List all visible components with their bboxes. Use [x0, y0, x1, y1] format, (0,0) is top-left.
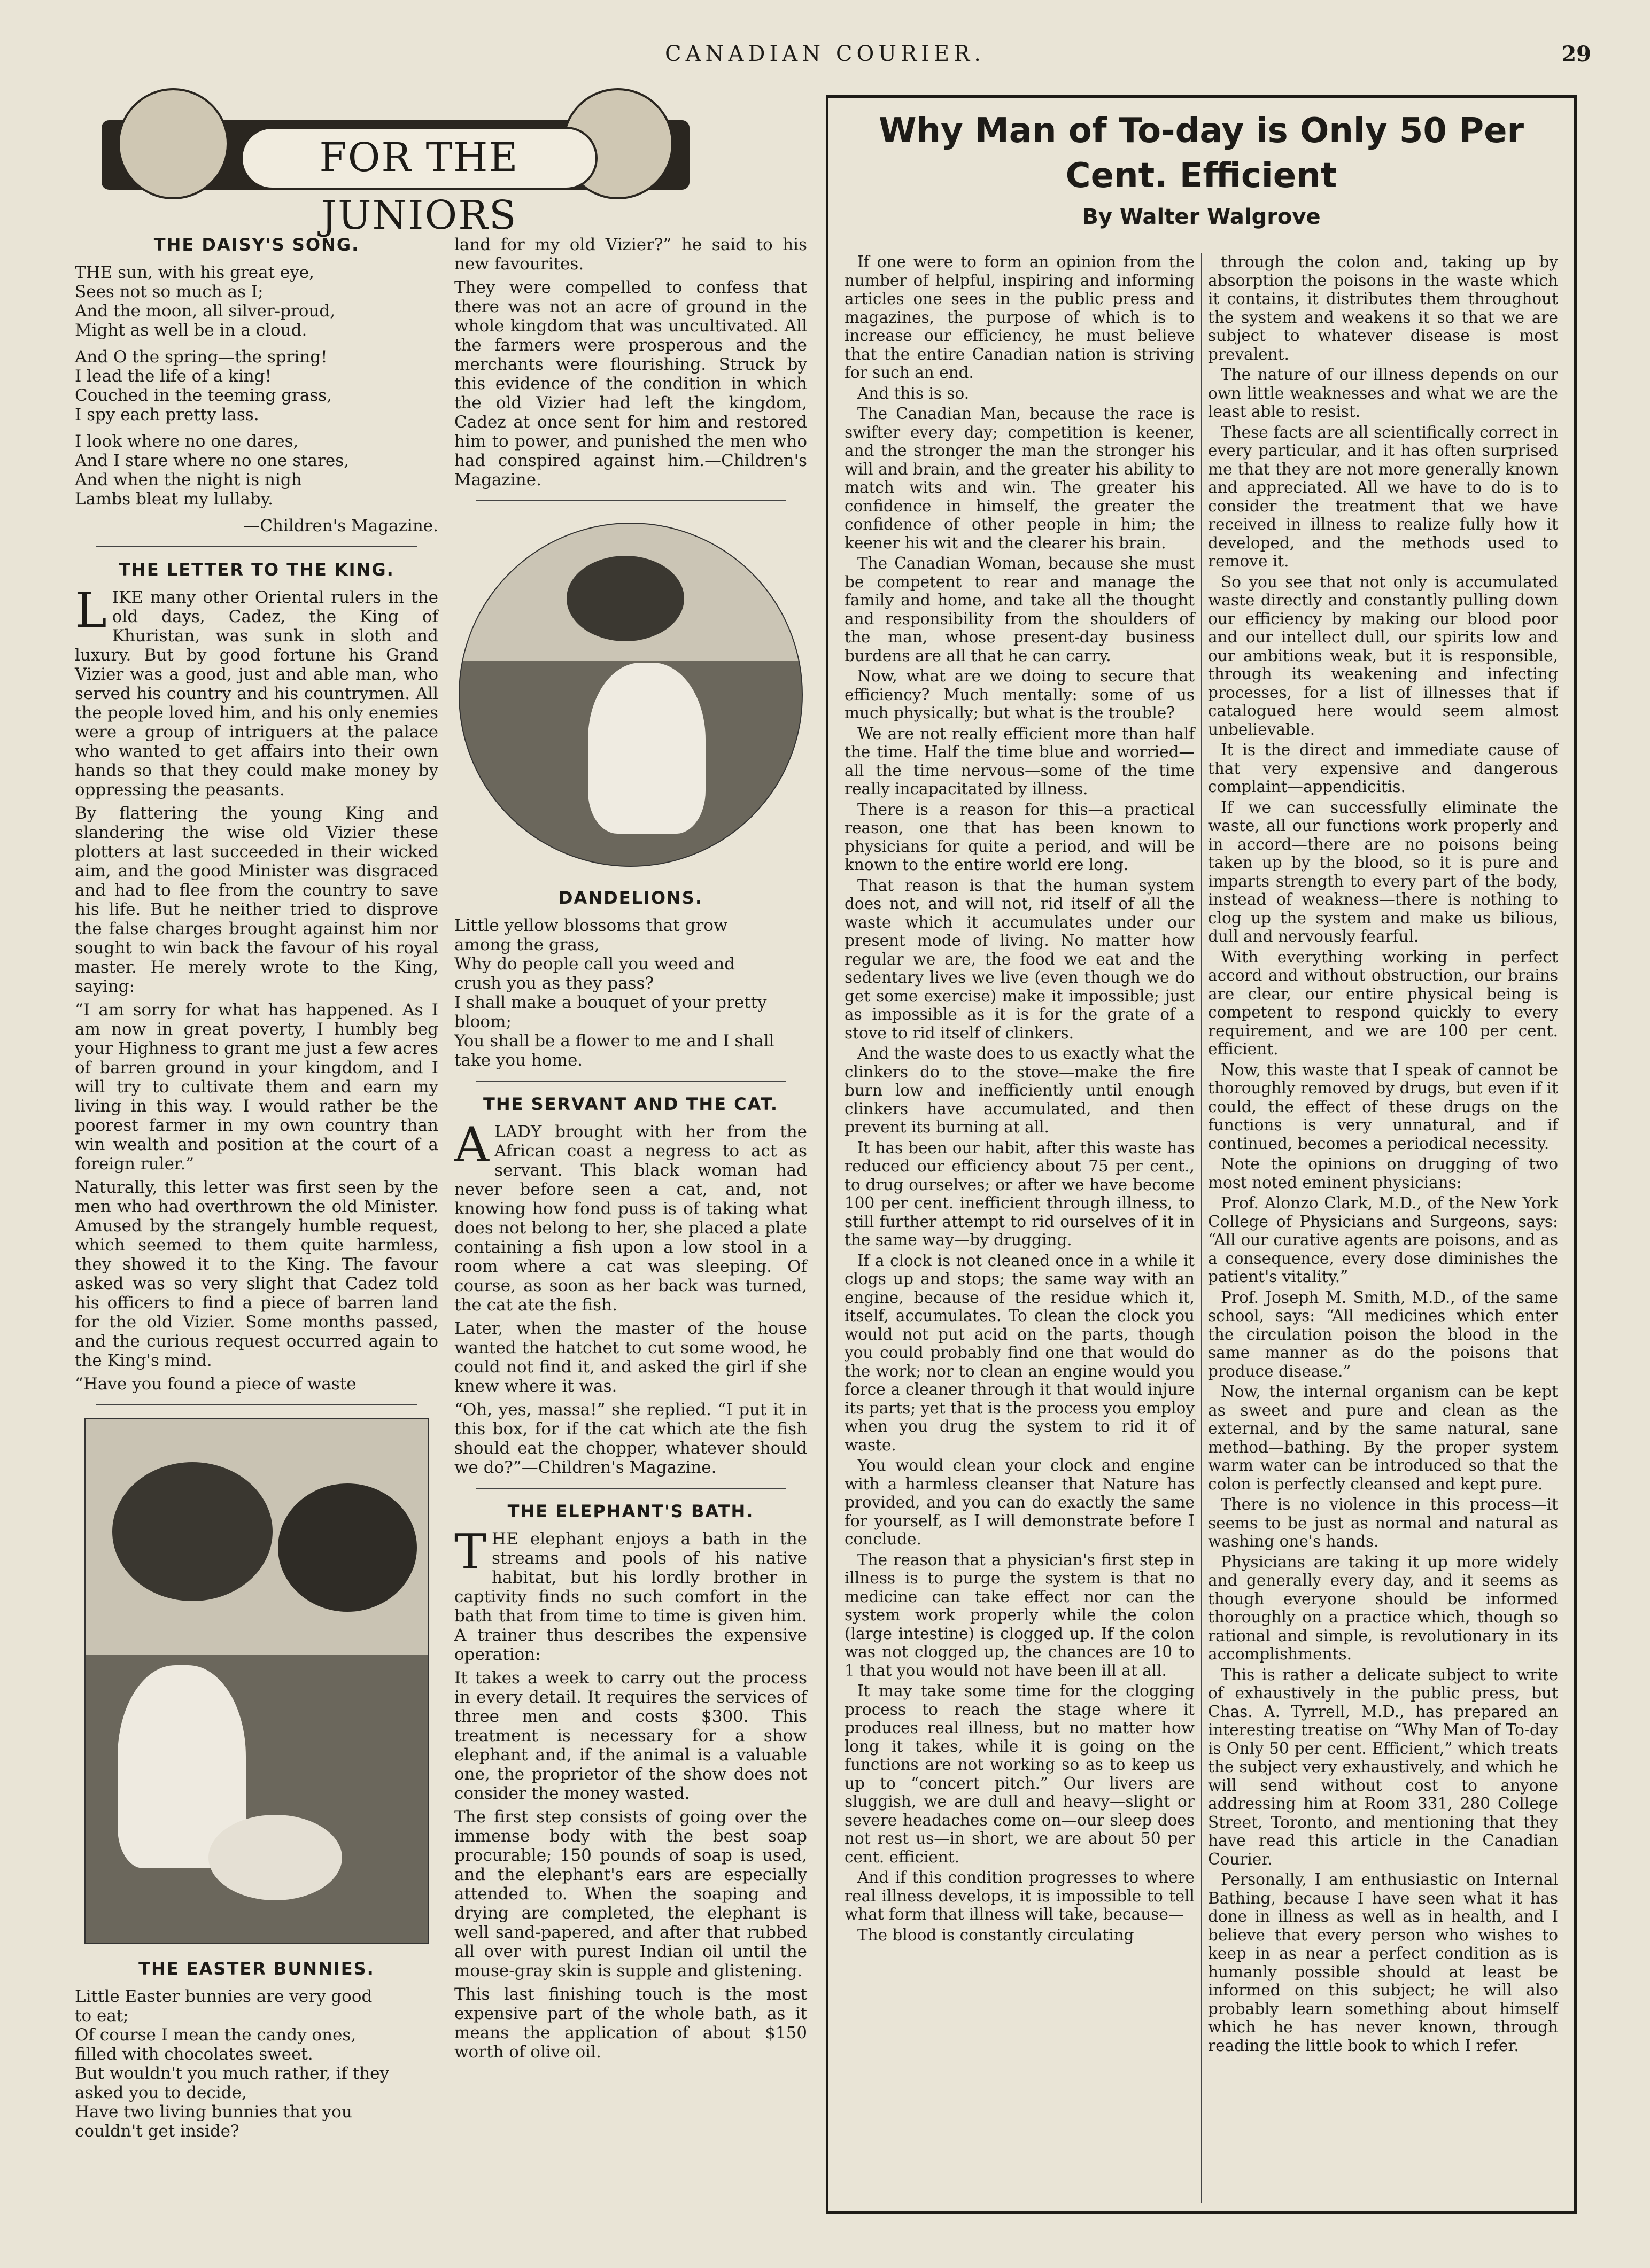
article-paragraph: With everything working in perfect accord and without obstruction, our brains are clear, our entire physical being is competent to respond quickly to every requirement, and we are 100 per cent. efficient. — [1208, 947, 1558, 1058]
article-paragraph: If we can successfully eliminate the waste, all our functions work properly and in accord—there are no poisons being taken up by the blood, so it is pure and imparts strength to every part of the body, instead of weakness—there is nothing to clog up the system and make us bilious, dull and nervously fearful. — [1208, 798, 1558, 945]
bunnies-title: THE EASTER BUNNIES. — [138, 1959, 375, 1979]
article-paragraph: The reason that a physician's first step in illness is to purge the system is that no medicine can take effect nor can the system work properly while the colon (large intestine) is clogged up. If the colon was not clogged up, the chances are 10 to 1 that you would not have been ill at all. — [845, 1550, 1195, 1680]
article-paragraph: These facts are all scientifically correct in every particular, and it has often surprised me that they are not more generally known and appreciated. All we have to do is to consider the treatment that we have received in illness to realize fully how it developed, and the methods used to remove it. — [1208, 423, 1558, 570]
article-paragraph: The Canadian Woman, because she must be competent to rear and manage the family and home, and take all the thought and responsibility from the shoulders of the man, whose present-day business burdens are all that he can carry. — [845, 554, 1195, 665]
juniors-banner — [80, 83, 711, 238]
efficiency-article — [826, 95, 1577, 2214]
divider — [476, 1488, 786, 1489]
daisy-stanza-2: And O the spring—the spring! I lead the life of a king! Couched in the teeming grass, I spy each pretty lass. — [75, 347, 332, 424]
article-paragraph: It is the direct and immediate cause of that very expensive and dangerous complaint—appendicitis. — [1208, 741, 1558, 796]
girl-illustration-left — [118, 88, 229, 199]
article-paragraph: There is no violence in this process—it seems to be just as normal and natural as washing one's hands. — [1208, 1495, 1558, 1550]
servant-paragraph: ALADY brought with her from the African coast a negress to act as servant. This black woman had never before seen a cat, and, not knowing how fond puss is of taking what does not belong to her, she placed a plate containing a fish upon a low stool in a room where a cat was sleeping. Of course, as soon as her back was turned, the cat ate the fish. — [454, 1117, 807, 1315]
article-paragraph: Prof. Joseph M. Smith, M.D., of the same school, says: “All medicines which enter the circulation poison the blood in the same manner as do the poisons that produce disease.” — [1208, 1288, 1558, 1380]
elephant-paragraph: The first step consists of going over the immense body with the best soap procurable; 150 pounds of soap is used, and the elephant's ears are especially attended to. When the soaping and drying are completed, the elephant is well sand-papered, and after that rubbed all over with purest Indian oil until the mouse-gray skin is supple and glistening. — [454, 1807, 807, 1980]
daisy-stanza-1: THE sun, with his great eye, Sees not so much as I; And the moon, all silver-proud, Might as well be in a cloud. — [75, 263, 336, 340]
column-1 — [75, 235, 438, 2148]
article-paragraph: It has been our habit, after this waste has reduced our efficiency about 75 per cent., to drug ourselves; or after we have become 100 per cent. inefficient through illness, to still further attempt to rid ourselves of it in the same way—by drugging. — [845, 1138, 1195, 1249]
dandelions-title: DANDELIONS. — [558, 888, 703, 908]
page-header — [0, 42, 1650, 74]
article-paragraph: And the waste does to us exactly what the clinkers do to the stove—make the fire burn low and inefficiently until enough clinkers have accumulated, and then prevent its burning at all. — [845, 1044, 1195, 1136]
article-byline: By Walter Walgrove — [1082, 205, 1321, 229]
bunnies-poem: Little Easter bunnies are very good to eat; Of course I mean the candy ones, filled with chocolates sweet. But wouldn't you much rather, if they asked you to decide, Have two living bunnies that you couldn't get inside? — [75, 1987, 390, 2141]
servant-title: THE SERVANT AND THE CAT. — [483, 1094, 778, 1114]
article-paragraph: And if this condition progresses to where real illness develops, it is impossible to tell what form that illness will take, because— — [845, 1868, 1195, 1923]
letter-paragraph: They were compelled to confess that there was not an acre of ground in the whole kingdom that was uncultivated. All the farmers were prosperous and the merchants were flourishing. Struck by this evidence of the condition in which the old Vizier had left the kingdom, Cadez at once sent for him and restored him to power, and punished the men who had conspired against him.—Children's Magazine. — [454, 278, 807, 490]
letter-title: THE LETTER TO THE KING. — [119, 560, 394, 580]
article-paragraph: So you see that not only is accumulated waste directly and constantly pulling down our efficiency by making our blood poor and our intellect dull, our spirits low and our ambitions weak, but it is responsible, through its weakening and infecting processes, for a list of illnesses that if catalogued here would seem almost unbelievable. — [1208, 572, 1558, 739]
article-paragraph: That reason is that the human system does not, and will not, rid itself of all the waste which it accumulates under our present mode of living. No matter how regular we are, the food we eat and the sedentary lives we live (even though we do get some exercise) make it impossible; just as impossible as it is for the grate of a stove to rid itself of clinkers. — [845, 876, 1195, 1042]
article-paragraph: You would clean your clock and engine with a harmless cleanser that Nature has provided, and you can do exactly the same for yourself, as I will demonstrate before I conclude. — [845, 1456, 1195, 1548]
column-2 — [454, 235, 807, 2066]
easter-photo — [84, 1418, 429, 1944]
article-paragraph: Personally, I am enthusiastic on Internal Bathing, because I have seen what it has done in illness as well as in health, and I believe that every person who wishes to keep in as near a perfect condition as is humanly possible should at least be informed on this subject; he will also probably learn something about himself which he has never known, through reading the little book to which I refer. — [1208, 1870, 1558, 2055]
divider — [96, 1404, 417, 1405]
daisy-stanza-3: I look where no one dares, And I stare where no one stares, And when the night is nigh Lambs bleat my lullaby. — [75, 432, 349, 509]
article-paragraph: The Canadian Man, because the race is swifter every day; competition is keener, and the stronger the man the stronger his will and brain, and the greater his ability to match wits and win. The greater his confidence in himself, the greater the confidence of other people in him; the keener his wit and the clearer his brain. — [845, 405, 1195, 552]
article-paragraph: If one were to form an opinion from the number of helpful, inspiring and informing articles one sees in the public press and magazines, the purpose of which is to increase our efficiency, he must believe that the entire Canadian nation is striving for such an end. — [845, 253, 1195, 382]
article-paragraph: If a clock is not cleaned once in a while it clogs up and stops; the same way with an engine, because of the residue which it, itself, accumulates. To clean the clock you would not put acid on the parts, though you could probably find one that would do the work; nor to clean an engine would you force a cleaner through it that would injure its parts; yet that is the process you employ when you drug the system to rid it of waste. — [845, 1251, 1195, 1454]
article-paragraph: Prof. Alonzo Clark, M.D., of the New York College of Physicians and Surgeons, says: “All our curative agents are poisons, and as a consequence, every dose diminishes the patient's vitality.” — [1208, 1194, 1558, 1286]
divider — [96, 546, 417, 547]
daisy-title: THE DAISY'S SONG. — [153, 235, 360, 255]
letter-paragraph: land for my old Vizier?” he said to his new favourites. — [454, 235, 807, 274]
article-title: Why Man of To-day is Only 50 Per Cent. Efficient — [878, 111, 1524, 196]
letter-paragraph: Naturally, this letter was first seen by the men who had overthrown the old Minister. Amused by the strangely humble request, which seemed to them quite harmless, they showed it to the King. The favour asked was so very slight that Cadez told his officers to find a piece of barren land for the old Vizier. Some months passed, and the curious request occurred again to the King's mind. — [75, 1178, 438, 1370]
elephant-paragraph: THE elephant enjoys a bath in the streams and pools of his native habitat, but his lordly brother in captivity finds no such comfort in the bath that from time to time is given him. A trainer thus describes the expensive operation: — [454, 1524, 807, 1664]
dandelions-poem: Little yellow blossoms that grow among the grass, Why do people call you weed and crush you as they pass? I shall make a bouquet of your pretty bloom; You shall be a flower to me and I shall take you home. — [454, 916, 774, 1070]
column-rule — [1201, 253, 1202, 2203]
article-paragraph: The blood is constantly circulating — [857, 1925, 1134, 1944]
servant-paragraph: Later, when the master of the house wanted the hatchet to cut some wood, he could not find it, and asked the girl if she knew where it was. — [454, 1319, 807, 1396]
article-paragraph: Now, this waste that I speak of cannot be thoroughly removed by drugs, but even if it could, the effect of these drugs on the functions is very unnatural, and if continued, becomes a periodical necessity. — [1208, 1060, 1558, 1153]
servant-paragraph: “Oh, yes, massa!” she replied. “I put it in this box, for if the cat which ate the fish should eat the chopper, whatever should we do?”—Children's Magazine. — [454, 1400, 807, 1477]
article-paragraph: Now, what are we doing to secure that efficiency? Much mentally: some of us much physically; but what is the trouble? — [845, 667, 1195, 722]
dandelion-photo — [459, 523, 803, 867]
divider — [476, 500, 786, 501]
article-paragraph: The nature of our illness depends on our own little weaknesses and what we are the least able to resist. — [1208, 366, 1558, 421]
article-paragraph: We are not really efficient more than half the time. Half the time blue and worried—all the time nervous—some of the time really incapacitated by illness. — [845, 724, 1195, 798]
page-number: 29 — [1561, 42, 1591, 67]
article-column-right — [1208, 253, 1558, 2057]
elephant-title: THE ELEPHANT'S BATH. — [507, 1501, 754, 1521]
article-paragraph: There is a reason for this—a practical reason, one that has been known to physicians for quite a period, and will be known to the entire world ere long. — [845, 800, 1195, 874]
letter-paragraph: “Have you found a piece of waste — [75, 1374, 357, 1394]
article-paragraph: Now, the internal organism can be kept as sweet and pure and clean as the external, and by the same natural, sane method—bathing. By the proper system warm water can be introduced so that the colon is perfectly cleansed and kept pure. — [1208, 1382, 1558, 1493]
article-paragraph: This is rather a delicate subject to write of exhaustively in the public press, but Chas. A. Tyrrell, M.D., has prepared an interesting treatise on “Why Man of To-day is Only 50 per cent. Efficient,” which treats the subject very exhaustively, and which he will send without cost to anyone addressing him at Room 331, 280 College Street, Toronto, and mentioning that they have read this article in the Canadian Courier. — [1208, 1665, 1558, 1868]
article-paragraph: Note the opinions on drugging of two most noted eminent physicians: — [1208, 1155, 1558, 1192]
letter-paragraph: By flattering the young King and slandering the wise old Vizier these plotters at last succeeded in their wicked aim, and the good Minister was disgraced and had to flee from the country to save his life. But he neither tried to disprove the false charges brought against him nor sought to win back the favour of his royal master. He merely wrote to the King, saying: — [75, 804, 438, 996]
article-paragraph: It may take some time for the clogging process to reach the stage where it produces real illness, but no matter how long it takes, while it is going on the functions are not working so as to keep us up to “concert pitch.” Our livers are sluggish, we are dull and heavy—slight or severe headaches come on—our sleep does not rest us—in short, we are about 50 per cent. efficient. — [845, 1682, 1195, 1866]
letter-paragraph: “I am sorry for what has happened. As I am now in great poverty, I humbly beg your Highness to grant me just a few acres of barren ground in your kingdom, and I will try to cultivate them and earn my living in this way. I would rather be the poorest farmer in my own country than win wealth and position at the court of a foreign ruler.” — [75, 1000, 438, 1174]
article-paragraph: And this is so. — [857, 384, 970, 402]
article-paragraph: Physicians are taking it up more widely and generally every day, and it seems as though everyone should be informed thoroughly on a practice which, though so rational and simple, is revolutionary in its accomplishments. — [1208, 1552, 1558, 1663]
article-paragraph: through the colon and, taking up by absorption the poisons in the waste which it contains, it distributes them throughout the system and weakens it so that we are subject to whatever disease is most prevalent. — [1208, 253, 1558, 363]
banner-title: FOR THE JUNIORS — [241, 127, 598, 190]
elephant-paragraph: This last finishing touch is the most expensive part of the whole bath, as it means the application of about $150 worth of olive oil. — [454, 1985, 807, 2062]
letter-paragraph: LIKE many other Oriental rulers in the old days, Cadez, the King of Khuristan, was sunk in sloth and luxury. But by good fortune his Grand Vizier was a good, just and able man, who served his country and his countrymen. All the people loved him, and his only enemies were a group of intriguers at the palace who wanted to get affairs into their own hands so that they could make money by oppressing the peasants. — [75, 582, 438, 799]
divider — [476, 1081, 786, 1082]
daisy-credit: —Children's Magazine. — [243, 516, 438, 535]
article-column-left — [845, 253, 1195, 1946]
elephant-paragraph: It takes a week to carry out the process in every detail. It requires the services of three men and costs $300. This treatment is necessary for a show elephant and, if the animal is a valuable one, the proprietor of the show does not consider the money wasted. — [454, 1668, 807, 1803]
publication-name: CANADIAN COURIER. — [665, 42, 985, 66]
